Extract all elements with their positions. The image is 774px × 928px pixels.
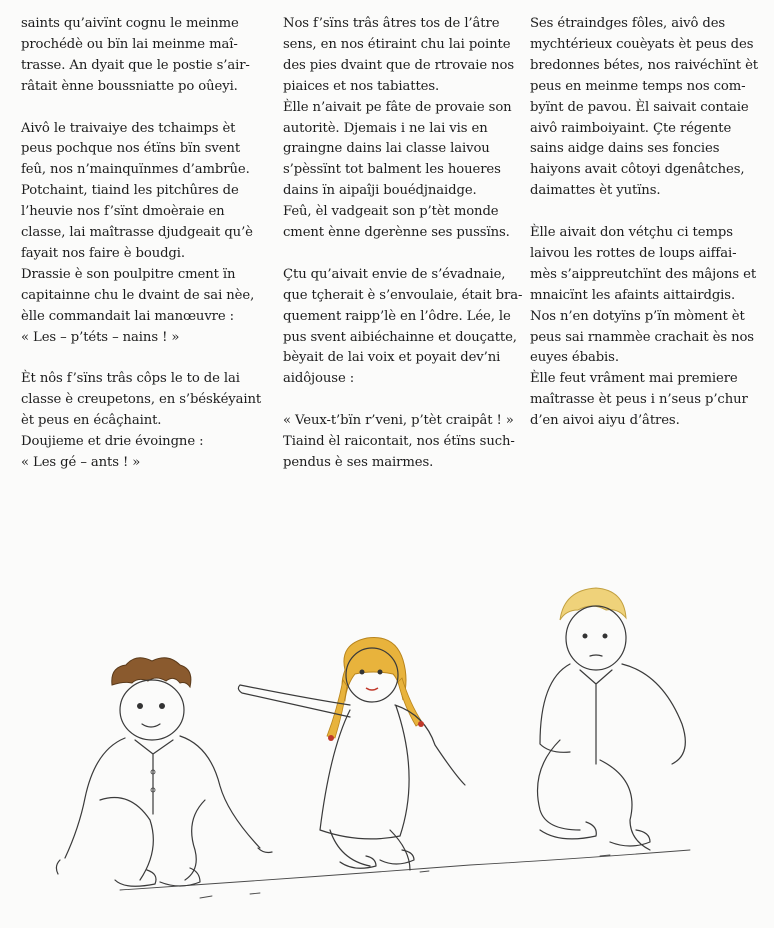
text-line: haiyons avait côtoyi dgenâtches, bbox=[530, 162, 745, 178]
ground-line bbox=[120, 850, 690, 898]
text-line: « Veux-t’bïn r’veni, p’tèt craipât ! » bbox=[283, 413, 514, 429]
text-line: Èlle n’aivait pe fâte de provaie son bbox=[283, 99, 512, 115]
text-line: daimattes èt yutïns. bbox=[530, 183, 661, 199]
paragraph-gap bbox=[530, 202, 770, 223]
text-line: laivou les rottes de loups aiffai- bbox=[530, 245, 737, 261]
boy-left-figure bbox=[56, 658, 272, 886]
text-line: graingne dains lai classe laivou bbox=[283, 141, 490, 157]
text-line: Drassie è son poulpitre cment ïn bbox=[21, 266, 236, 282]
boy-right-figure bbox=[538, 588, 686, 850]
text-line: piaices et nos tabiattes. bbox=[283, 78, 440, 94]
text-line: capitainne chu le dvaint de sai nèe, bbox=[21, 287, 255, 303]
text-line: l’heuvie nos f’sïnt dmoèraie en bbox=[21, 204, 225, 220]
text-line: Potchaint, tiaind les pitchûres de bbox=[21, 183, 239, 199]
text-line: maîtrasse èt peus i n’seus p’chur bbox=[530, 392, 748, 408]
text-line: fayait nos faire è boudgi. bbox=[21, 245, 185, 261]
text-line: peus pochque nos étïns bïn svent bbox=[21, 141, 241, 157]
text-line: byïnt de pavou. Èl saivait contaie bbox=[530, 99, 749, 115]
text-line: Nos n’en dotyïns p’ïn mòment èt bbox=[530, 308, 745, 324]
girl-middle-figure bbox=[238, 637, 465, 870]
text-line: que tçherait è s’envoulaie, était bra- bbox=[283, 287, 523, 303]
text-line: mychtérieux couèyats èt peus des bbox=[530, 36, 754, 52]
text-line: Nos f’sïns trâs âtres tos de l’âtre bbox=[283, 16, 500, 31]
text-line: èlle commandait lai manœuvre : bbox=[21, 308, 235, 324]
children-crouching-illustration bbox=[0, 560, 774, 928]
text-line: pus svent aibiéchainne et douçatte, bbox=[283, 329, 517, 345]
text-line: sens, en nos étiraint chu lai pointe bbox=[283, 36, 511, 52]
text-line: Doujieme et drie évoingne : bbox=[21, 434, 204, 450]
text-line: Tiaind èl raicontait, nos étïns such- bbox=[283, 434, 515, 450]
text-column-3 bbox=[530, 14, 770, 432]
text-line: bèyait de lai voix et poyait dev’ni bbox=[283, 350, 501, 366]
text-line: peus en meinme temps nos com- bbox=[530, 78, 746, 94]
text-line: râtait ènne boussniatte po oûeyi. bbox=[21, 78, 238, 94]
text-line: pendus è ses mairmes. bbox=[283, 455, 434, 470]
text-line: Çtu qu’aivait envie de s’évadnaie, bbox=[283, 266, 506, 282]
paragraph-gap bbox=[21, 98, 266, 119]
text-line: classe è creupetons, en s’béskéyaint bbox=[21, 392, 262, 408]
text-line: « Les – p’téts – nains ! » bbox=[21, 329, 180, 345]
text-line: classe, lai maîtrasse djudgeait qu’è bbox=[21, 225, 253, 241]
text-line: peus sai rnammèe crachait ès nos bbox=[530, 329, 754, 345]
text-line: mès s’aippreutchïnt des mâjons et bbox=[530, 266, 757, 282]
text-line: feû, nos n’mainquïnmes d’ambrûe. bbox=[21, 162, 250, 178]
paragraph-gap bbox=[283, 390, 518, 411]
text-line: Èlle aivait don vétçhu ci temps bbox=[530, 225, 733, 241]
paragraph-gap bbox=[283, 244, 518, 265]
text-line: aivô raimboiyaint. Çte régente bbox=[530, 120, 732, 136]
text-line: trasse. An dyait que le postie s’air- bbox=[21, 57, 250, 73]
text-line: des pies dvaint que de rtrovaie nos bbox=[283, 57, 515, 73]
text-line: Èt nôs f’sïns trâs côps le to de lai bbox=[21, 371, 240, 387]
text-line: sains aidge dains ses foncies bbox=[530, 141, 720, 157]
text-line: autoritè. Djemais i ne lai vis en bbox=[283, 120, 488, 136]
text-line: Feû, èl vadgeait son p’tèt monde bbox=[283, 204, 499, 220]
text-line: prochédè ou bïn lai meinme maî- bbox=[21, 36, 238, 52]
text-line: euyes ébabis. bbox=[530, 350, 619, 366]
text-line: Èlle feut vrâment mai premiere bbox=[530, 371, 738, 387]
text-column-1 bbox=[21, 14, 266, 474]
text-line: mnaicïnt les afaints aittairdgis. bbox=[530, 287, 736, 303]
text-line: « Les gé – ants ! » bbox=[21, 455, 141, 470]
text-line: aidôjouse : bbox=[283, 371, 355, 387]
text-line: cment ènne dgerènne ses pussïns. bbox=[283, 225, 510, 241]
text-line: Aivô le traivaiye des tchaimps èt bbox=[21, 120, 236, 136]
text-line: s’pèssïnt tot balment les houeres bbox=[283, 162, 501, 178]
text-line: èt peus en écâçhaint. bbox=[21, 413, 162, 429]
text-line: saints qu’aivïnt cognu le meinme bbox=[21, 16, 239, 31]
text-line: dains ïn aipaîji bouédjnaidge. bbox=[283, 183, 477, 199]
text-line: quement raipp’lè en l’ôdre. Lée, le bbox=[283, 308, 511, 324]
text-line: Ses étraindges fôles, aivô des bbox=[530, 16, 726, 31]
text-line: d’en aivoi aiyu d’âtres. bbox=[530, 413, 680, 429]
text-line: bredonnes bétes, nos raivéchïnt èt bbox=[530, 57, 758, 73]
text-column-2 bbox=[283, 14, 523, 474]
paragraph-gap bbox=[21, 348, 266, 369]
